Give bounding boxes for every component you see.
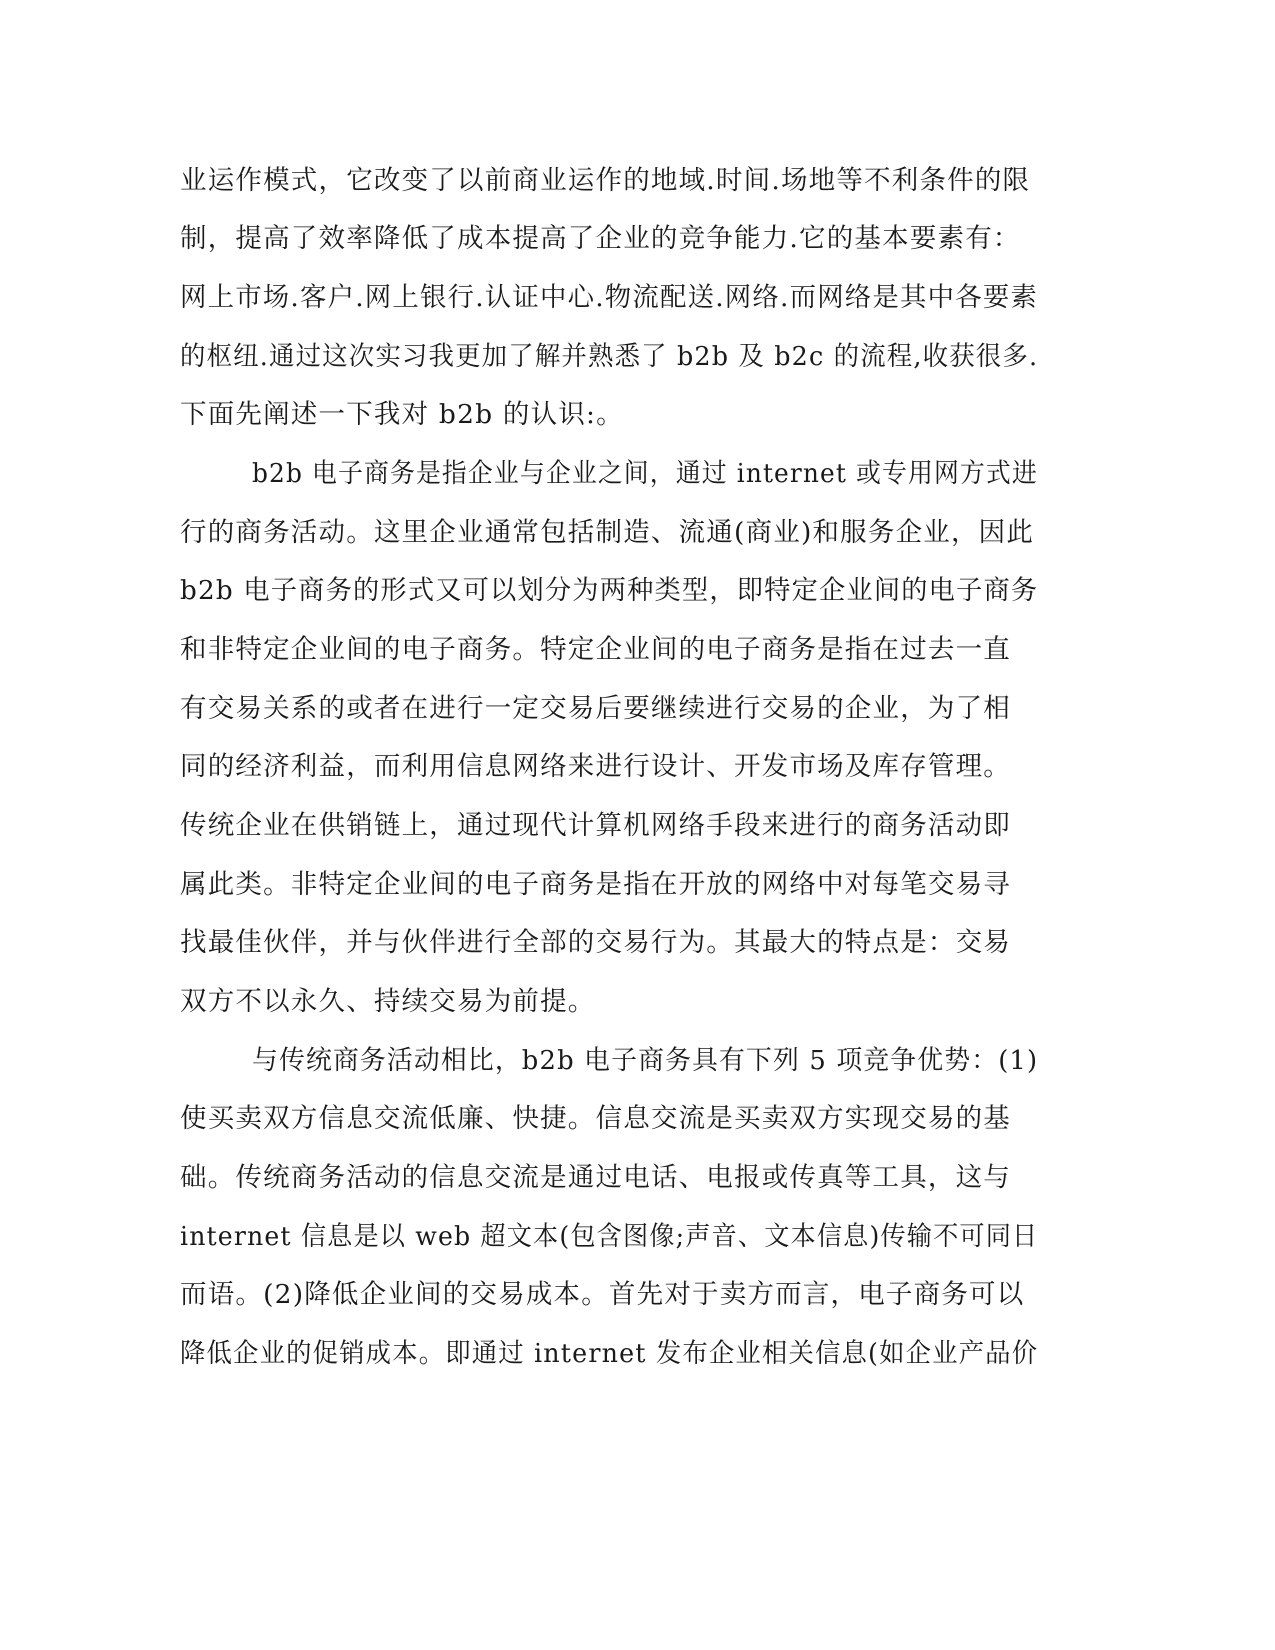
text-line: 使买卖双方信息交流低廉、快捷。信息交流是买卖双方实现交易的基 [180, 1103, 1011, 1134]
text-line: 找最佳伙伴，并与伙伴进行全部的交易行为。其最大的特点是：交易 [180, 927, 1011, 958]
text-line: 业运作模式，它改变了以前商业运作的地域.时间.场地等不利条件的限 [180, 165, 1031, 196]
text-line: 有交易关系的或者在进行一定交易后要继续进行交易的企业，为了相 [180, 693, 1011, 724]
text-line: 和非特定企业间的电子商务。特定企业间的电子商务是指在过去一直 [180, 634, 1011, 665]
text-line: 双方不以永久、持续交易为前提。 [180, 986, 596, 1017]
paragraph-first-line: 与传统商务活动相比，b2b 电子商务具有下列 5 项竞争优势：(1) [252, 1045, 1039, 1076]
text-line: 同的经济利益，而利用信息网络来进行设计、开发市场及库存管理。 [180, 751, 1011, 782]
text-line: 传统企业在供销链上，通过现代计算机网络手段来进行的商务活动即 [180, 810, 1011, 841]
text-line: 属此类。非特定企业间的电子商务是指在开放的网络中对每笔交易寻 [180, 869, 1011, 900]
text-line: 下面先阐述一下我对 b2b 的认识:。 [180, 399, 624, 430]
text-line: 降低企业的促销成本。即通过 internet 发布企业相关信息(如企业产品价 [180, 1338, 1039, 1369]
text-line: 而语。(2)降低企业间的交易成本。首先对于卖方而言，电子商务可以 [180, 1279, 1025, 1310]
text-line: internet 信息是以 web 超文本(包含图像;声音、文本信息)传输不可同日 [180, 1221, 1039, 1252]
text-line: b2b 电子商务的形式又可以划分为两种类型，即特定企业间的电子商务 [180, 575, 1039, 606]
text-line: 础。传统商务活动的信息交流是通过电话、电报或传真等工具，这与 [180, 1162, 1011, 1193]
text-line: 行的商务活动。这里企业通常包括制造、流通(商业)和服务企业，因此 [180, 517, 1035, 548]
text-line: 的枢纽.通过这次实习我更加了解并熟悉了 b2b 及 b2c 的流程,收获很多. [180, 341, 1039, 372]
text-line: 网上市场.客户.网上银行.认证中心.物流配送.网络.而网络是其中各要素 [180, 282, 1039, 313]
text-line: 制，提高了效率降低了成本提高了企业的竞争能力.它的基本要素有： [180, 223, 1021, 254]
paragraph-first-line: b2b 电子商务是指企业与企业之间，通过 internet 或专用网方式进 [252, 458, 1038, 489]
